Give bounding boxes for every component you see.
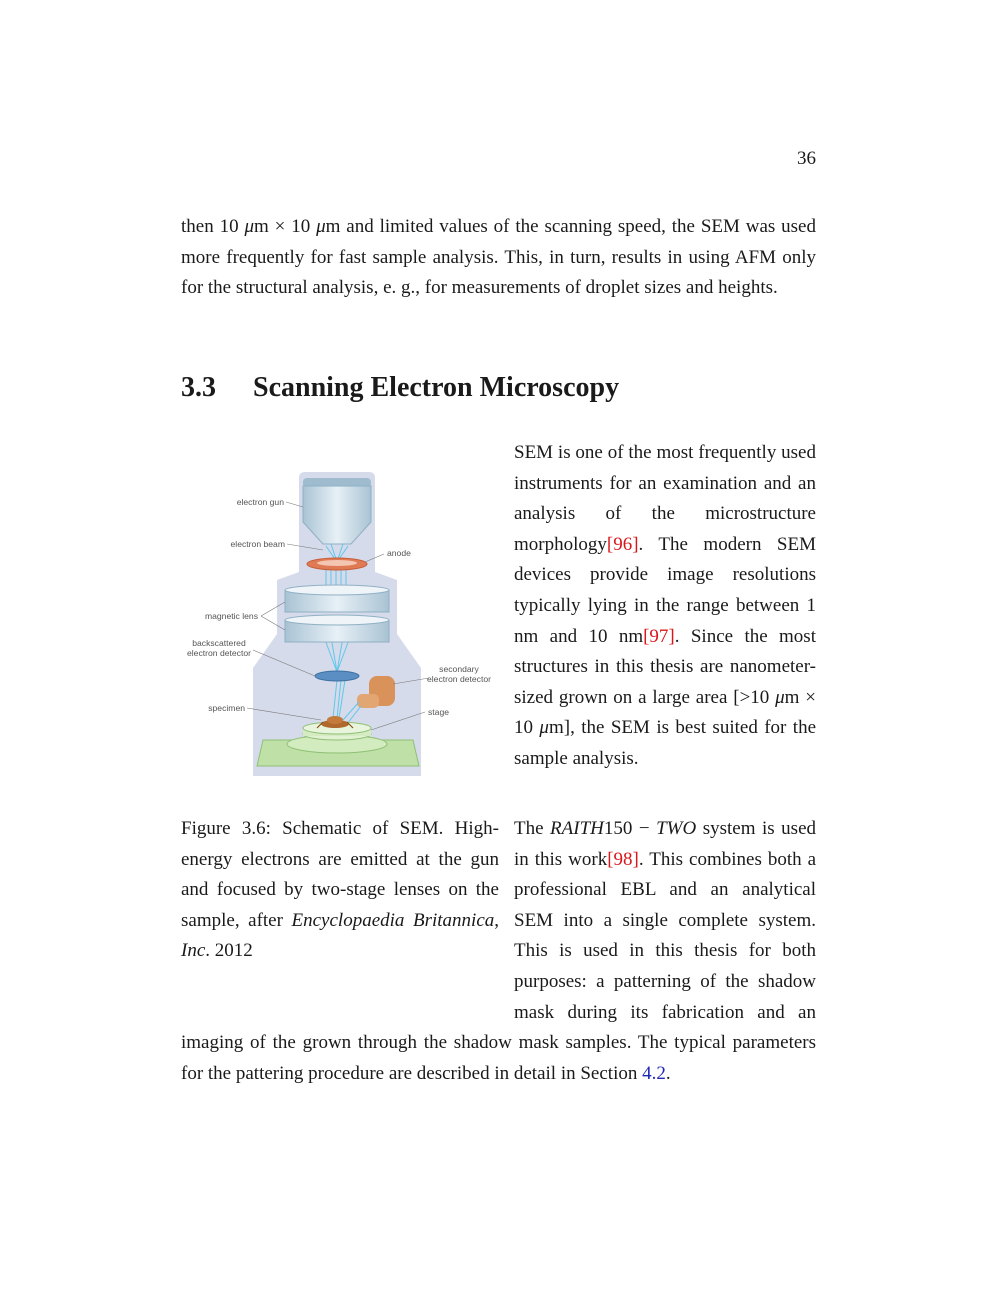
section-ref-4-2[interactable]: 4.2 [642,1062,666,1084]
citation-96[interactable]: [96] [606,533,639,555]
sem-description-paragraph: SEM is one of the most frequently used instruments for an examination and an analysis of the microstructure morphology[96]. The modern SEM devices provide image resolutions typically lying in the range between 1 nm and 10 nm[97]. Since the most structures in this thesis are nanometer-sized grown on a large area [>10 μm × 10 μm], the SEM is best suited for the sample analysis. [514,442,817,769]
sem-schematic-figure [181,462,499,792]
label-specimen: specimen [208,703,245,713]
label-backscattered-1: backscattered [192,638,246,648]
magnetic-lens-2 [285,615,389,642]
label-magnetic-lens: magnetic lens [204,611,258,621]
citation-98[interactable]: [98] [607,848,639,870]
label-electron-gun: electron gun [236,497,284,507]
label-anode: anode [387,548,411,558]
magnetic-lens-1 [285,585,389,612]
label-stage: stage [428,707,450,717]
label-secondary-1: secondary [439,664,479,674]
section-number: 3.3 [181,372,216,403]
caption-spacer [181,814,514,998]
sem-schematic-svg [181,462,499,792]
page-number: 36 [797,148,816,169]
section-heading [181,372,821,404]
figure-caption: Figure 3.6: Schematic of SEM. High-energy electrons are emitted at the gun and focused by two-stage lenses on the sample, after Encyclopaedia Britannica, Inc. 2012 [181,818,499,962]
label-secondary-2: electron detector [426,674,492,684]
raith-paragraph-text: The RAITH150 − TWO system is used in this work[98]. This combines both a professional EBL and an analytical SEM into a single complete system. This is used in this thesis for both purposes: a patterning of the shadow mask during its fabrication and an imaging of the grown through the shadow mask samples. The typical parameters for the pattering procedure are described in detail in Section 4.2. [181,814,816,1089]
label-electron-beam: electron beam [230,539,285,549]
backscattered-detector [315,671,359,681]
label-backscattered-2: electron detector [186,648,252,658]
citation-97[interactable]: [97] [643,625,675,647]
intro-paragraph: then 10 μm × 10 μm and limited values of the scanning speed, the SEM was used more frequently for fast sample analysis. This, in turn, results in using AFM only for the structural analysis, e. g., for measurements of droplet sizes and heights. [181,216,816,299]
section-title: Scanning Electron Microscopy [253,372,620,403]
